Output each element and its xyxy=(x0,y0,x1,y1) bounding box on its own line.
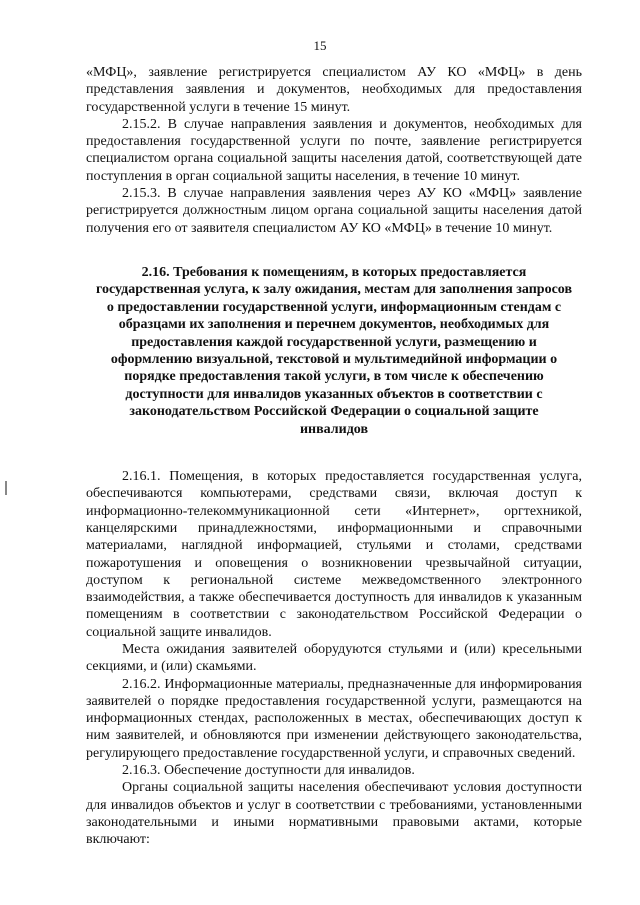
paragraph-2-16-2: 2.16.2. Информационные материалы, предназначенные для информирования заявителей о порядке предоставления государственной услуги, размещаются на информационных стендах, расположенных в местах, обеспечивающих доступ к ним заявителей, и обновляются при изменении действующего законодательства, регулирующего предоставление государственной услуги, и справочных сведений. xyxy=(86,676,582,761)
paragraph-mfc-continuation: «МФЦ», заявление регистрируется специалистом АУ КО «МФЦ» в день представления заявления и документов, необходимых для предоставления государственной услуги в течение 15 минут. xyxy=(86,65,582,115)
paragraph-waiting-places: Места ожидания заявителей оборудуются стульями и (или) кресельными секциями, и (или) скамьями. xyxy=(86,642,582,675)
paragraph-2-15-3: 2.15.3. В случае направления заявления через АУ КО «МФЦ» заявление регистрируется должностным лицом органа социальной защиты населения датой получения его от заявителя специалистом АУ КО «МФЦ» в течение 10 минут. xyxy=(86,186,582,236)
document-body xyxy=(86,64,582,849)
paragraph-accessibility-conditions: Органы социальной защиты населения обеспечивают условия доступности для инвалидов объектов и услуг в соответствии с требованиями, установленными законодательными и иными нормативными правовыми актами, которые включают: xyxy=(86,780,582,848)
margin-mark xyxy=(5,481,7,495)
paragraph-2-16-1: 2.16.1. Помещения, в которых предоставляется государственная услуга, обеспечиваются компьютерами, средствами связи, включая доступ к информационно-телекоммуникационной сети «Интернет», оргтехникой, канцелярскими принадлежностями, информационными и справочными материалами, наглядной информацией, стульями и столами, средствами пожаротушения и оповещения о возникновении чрезвычайной ситуации, доступом к региональной системе межведомственного электронного взаимодействия, а также обеспечивается доступность для инвалидов к указанным помещениям в соответствии с законодательством Российской Федерации о социальной защите инвалидов. xyxy=(86,469,582,640)
page-number: 15 xyxy=(313,38,327,53)
paragraph-2-15-2: 2.15.2. В случае направления заявления и документов, необходимых для предоставления государственной услуги по почте, заявление регистрируется специалистом органа социальной защиты населения датой, соответствующей дате поступления в орган социальной защиты населения, в течение 10 минут. xyxy=(86,116,582,184)
section-heading-2-16: 2.16. Требования к помещениям, в которых предоставляется государственная услуга, к залу ожидания, местам для заполнения запросов о предоставлении государственной услуги, информационным стендам с образцами их заполнения и перечнем документов, необходимых для предоставления каждой государственной услуги, размещению и оформлению визуальной, текстовой и мультимедийной информации о порядке предоставления такой услуги, в том числе к обеспечению доступности для инвалидов указанных объектов в соответствии с законодательством Российской Федерации о социальной защите инвалидов xyxy=(95,264,573,437)
paragraph-2-16-3: 2.16.3. Обеспечение доступности для инвалидов. xyxy=(122,763,415,779)
